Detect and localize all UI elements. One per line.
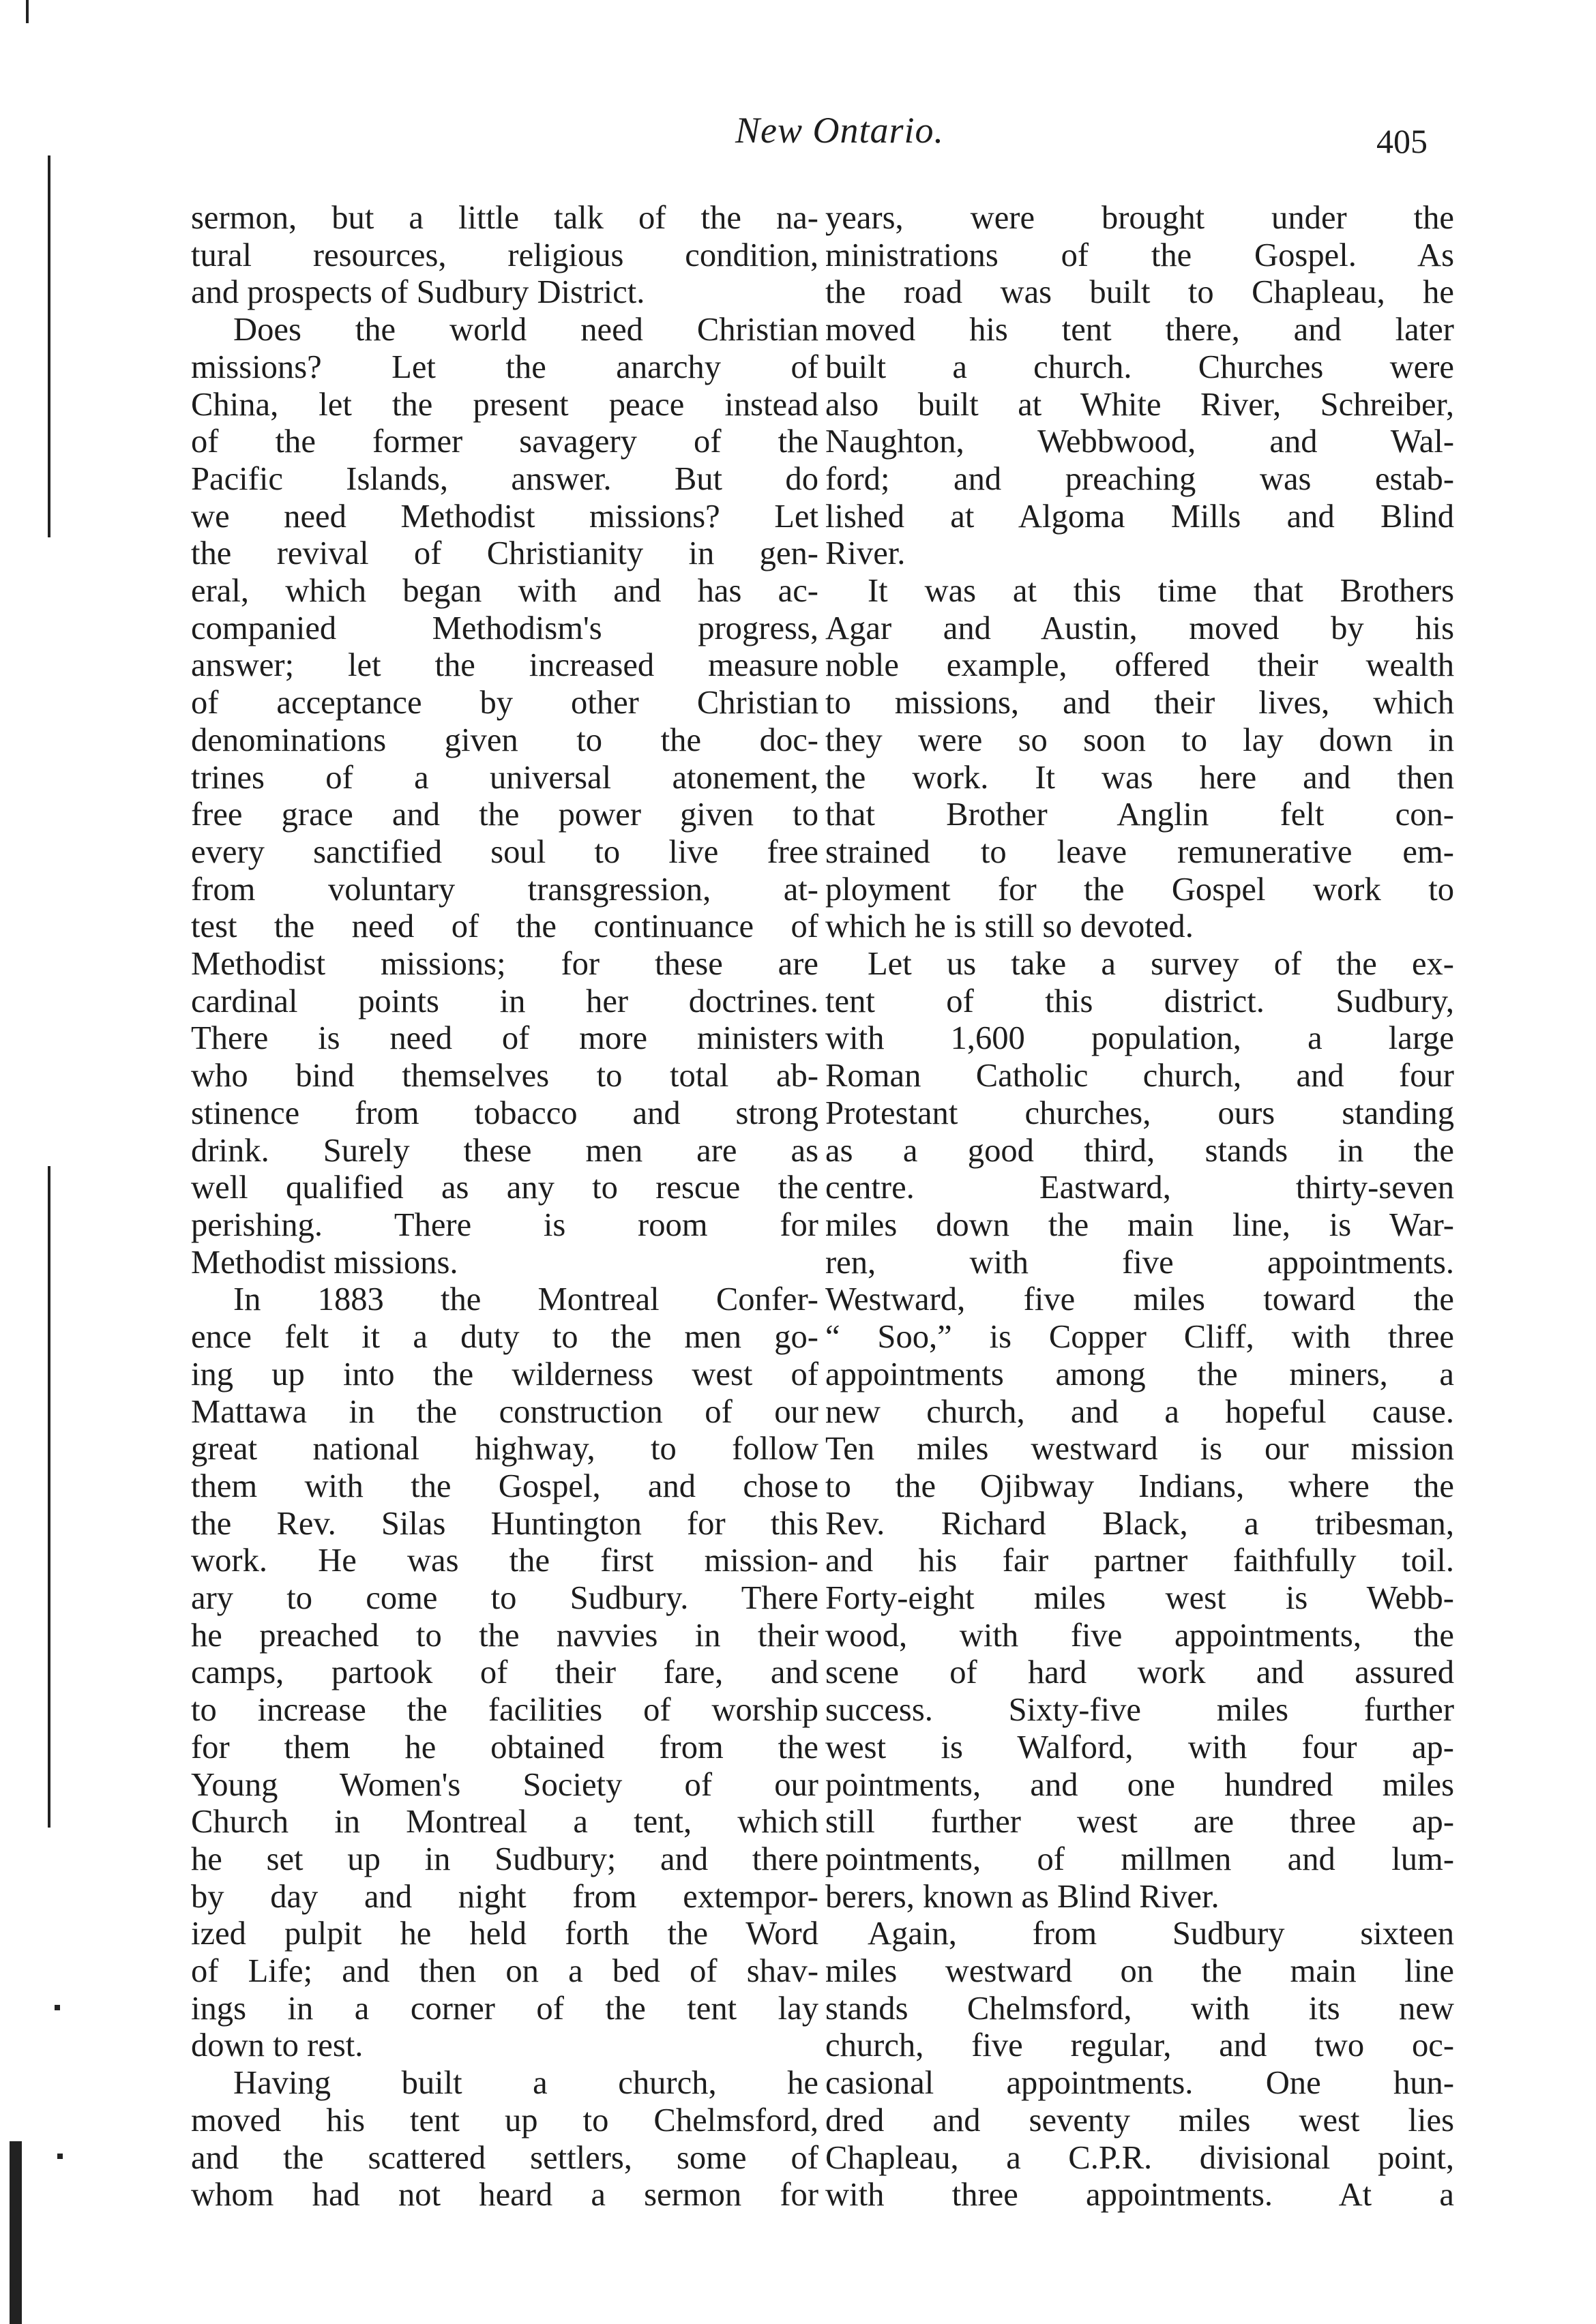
- text-line: the work. It was here and then: [825, 758, 1454, 796]
- text-line: moved his tent there, and later: [825, 311, 1454, 348]
- text-line: free grace and the power given to: [191, 796, 818, 833]
- text-line: moved his tent up to Chelmsford,: [191, 2101, 818, 2139]
- text-line: work. He was the first mission-: [191, 1542, 818, 1579]
- text-line: built a church. Churches were: [825, 348, 1454, 385]
- scan-mark: [57, 2154, 63, 2159]
- text-line: and prospects of Sudbury District.: [191, 273, 645, 311]
- text-line: to the Ojibway Indians, where the: [825, 1467, 1454, 1504]
- text-line: Having built a church, he: [233, 2064, 818, 2102]
- text-line: well qualified as any to rescue the: [191, 1169, 818, 1206]
- text-line: and his fair partner faithfully toil.: [825, 1542, 1454, 1579]
- text-line: Young Women's Society of our: [191, 1766, 818, 1803]
- text-line: miles westward on the main line: [825, 1952, 1454, 1990]
- text-line: tent of this district. Sudbury,: [825, 982, 1454, 1019]
- text-line: casional appointments. One hun-: [825, 2064, 1454, 2102]
- text-line: of acceptance by other Christian: [191, 684, 818, 721]
- text-line: Ten miles westward is our mission: [825, 1430, 1454, 1468]
- text-line: also built at White River, Schreiber,: [825, 385, 1454, 423]
- text-line: Mattawa in the construction of our: [191, 1392, 818, 1430]
- text-line: Roman Catholic church, and four: [825, 1057, 1454, 1094]
- text-line: There is need of more ministers: [191, 1019, 818, 1057]
- text-line: missions? Let the anarchy of: [191, 348, 818, 385]
- text-line: eral, which began with and has ac-: [191, 572, 818, 610]
- text-line: down to rest.: [191, 2027, 364, 2064]
- text-line: Agar and Austin, moved by his: [825, 609, 1454, 646]
- text-line: pointments, and one hundred miles: [825, 1766, 1454, 1803]
- text-line: In 1883 the Montreal Confer-: [233, 1281, 818, 1318]
- text-line: the revival of Christianity in gen-: [191, 535, 818, 572]
- text-line: ized pulpit he held forth the Word: [191, 1915, 818, 1952]
- right-text-column: [825, 199, 1454, 2214]
- text-line: lished at Algoma Mills and Blind: [825, 497, 1454, 535]
- scan-mark: [26, 0, 29, 23]
- text-line: China, let the present peace instead: [191, 385, 818, 423]
- text-line: church, five regular, and two oc-: [825, 2027, 1454, 2064]
- text-line: by day and night from extempor-: [191, 1877, 818, 1915]
- text-line: Church in Montreal a tent, which: [191, 1803, 818, 1841]
- text-line: with three appointments. At a: [825, 2176, 1454, 2214]
- text-line: of the former savagery of the: [191, 423, 818, 460]
- text-line: Does the world need Christian: [233, 311, 818, 348]
- text-line: success. Sixty-five miles further: [825, 1691, 1454, 1729]
- text-line: River.: [825, 535, 906, 572]
- text-line: and the scattered settlers, some of: [191, 2139, 818, 2176]
- text-line: Forty-eight miles west is Webb-: [825, 1579, 1454, 1617]
- text-line: ary to come to Sudbury. There: [191, 1579, 818, 1617]
- text-line: appointments among the miners, a: [825, 1355, 1454, 1392]
- scan-mark: [48, 1166, 50, 1828]
- text-line: ford; and preaching was estab-: [825, 460, 1454, 497]
- text-line: we need Methodist missions? Let: [191, 497, 818, 535]
- text-line: still further west are three ap-: [825, 1803, 1454, 1841]
- text-line: Rev. Richard Black, a tribesman,: [825, 1504, 1454, 1542]
- text-line: companied Methodism's progress,: [191, 609, 818, 646]
- text-line: Chapleau, a C.P.R. divisional point,: [825, 2139, 1454, 2176]
- text-line: he set up in Sudbury; and there: [191, 1840, 818, 1877]
- text-line: camps, partook of their fare, and: [191, 1654, 818, 1691]
- text-line: strained to leave remunerative em-: [825, 833, 1454, 870]
- text-line: they were so soon to lay down in: [825, 721, 1454, 758]
- text-line: noble example, offered their wealth: [825, 646, 1454, 684]
- text-line: test the need of the continuance of: [191, 908, 818, 945]
- text-line: Pacific Islands, answer. But do: [191, 460, 818, 497]
- text-line: west is Walford, with four ap-: [825, 1728, 1454, 1766]
- text-line: cardinal points in her doctrines.: [191, 982, 818, 1019]
- text-line: ings in a corner of the tent lay: [191, 1989, 818, 2027]
- text-line: from voluntary transgression, at-: [191, 870, 818, 908]
- page-number: 405: [1376, 122, 1428, 160]
- text-line: new church, and a hopeful cause.: [825, 1392, 1454, 1430]
- text-line: Protestant churches, ours standing: [825, 1094, 1454, 1131]
- text-line: miles down the main line, is War-: [825, 1206, 1454, 1243]
- text-line: who bind themselves to total ab-: [191, 1057, 818, 1094]
- text-line: dred and seventy miles west lies: [825, 2101, 1454, 2139]
- text-line: years, were brought under the: [825, 199, 1454, 236]
- text-line: Westward, five miles toward the: [825, 1281, 1454, 1318]
- text-line: with 1,600 population, a large: [825, 1019, 1454, 1057]
- text-line: he preached to the navvies in their: [191, 1616, 818, 1654]
- text-line: drink. Surely these men are as: [191, 1131, 818, 1169]
- text-line: ing up into the wilderness west of: [191, 1355, 818, 1392]
- text-line: ployment for the Gospel work to: [825, 870, 1454, 908]
- text-line: Methodist missions; for these are: [191, 945, 818, 983]
- scan-mark: [48, 155, 50, 537]
- text-line: stands Chelmsford, with its new: [825, 1989, 1454, 2027]
- text-line: scene of hard work and assured: [825, 1654, 1454, 1691]
- text-line: whom had not heard a sermon for: [191, 2176, 818, 2214]
- text-line: wood, with five appointments, the: [825, 1616, 1454, 1654]
- text-line: as a good third, stands in the: [825, 1131, 1454, 1169]
- text-line: Methodist missions.: [191, 1243, 458, 1281]
- text-line: ministrations of the Gospel. As: [825, 236, 1454, 273]
- scan-mark: [55, 2005, 60, 2010]
- text-line: ence felt it a duty to the men go-: [191, 1318, 818, 1356]
- text-line: for them he obtained from the: [191, 1728, 818, 1766]
- left-text-column: [191, 199, 818, 2214]
- text-line: great national highway, to follow: [191, 1430, 818, 1468]
- text-line: them with the Gospel, and chose: [191, 1467, 818, 1504]
- text-line: sermon, but a little talk of the na-: [191, 199, 818, 236]
- text-line: that Brother Anglin felt con-: [825, 796, 1454, 833]
- text-line: ren, with five appointments.: [825, 1243, 1454, 1281]
- text-line: berers, known as Blind River.: [825, 1877, 1220, 1915]
- text-line: which he is still so devoted.: [825, 908, 1194, 945]
- text-line: answer; let the increased measure: [191, 646, 818, 684]
- text-line: to increase the facilities of worship: [191, 1691, 818, 1729]
- text-line: every sanctified soul to live free: [191, 833, 818, 870]
- text-line: pointments, of millmen and lum-: [825, 1840, 1454, 1877]
- text-line: of Life; and then on a bed of shav-: [191, 1952, 818, 1990]
- scan-mark: [10, 2141, 22, 2324]
- text-line: It was at this time that Brothers: [868, 572, 1454, 610]
- text-line: tural resources, religious condition,: [191, 236, 818, 273]
- text-line: Let us take a survey of the ex-: [868, 945, 1454, 983]
- text-line: centre. Eastward, thirty-seven: [825, 1169, 1454, 1206]
- text-line: Naughton, Webbwood, and Wal-: [825, 423, 1454, 460]
- text-line: “ Soo,” is Copper Cliff, with three: [825, 1318, 1454, 1356]
- text-line: the Rev. Silas Huntington for this: [191, 1504, 818, 1542]
- text-line: stinence from tobacco and strong: [191, 1094, 818, 1131]
- text-line: the road was built to Chapleau, he: [825, 273, 1454, 311]
- text-line: to missions, and their lives, which: [825, 684, 1454, 721]
- text-line: Again, from Sudbury sixteen: [868, 1915, 1454, 1952]
- running-header-title: New Ontario.: [735, 110, 945, 151]
- text-line: denominations given to the doc-: [191, 721, 818, 758]
- text-line: perishing. There is room for: [191, 1206, 818, 1243]
- text-line: trines of a universal atonement,: [191, 758, 818, 796]
